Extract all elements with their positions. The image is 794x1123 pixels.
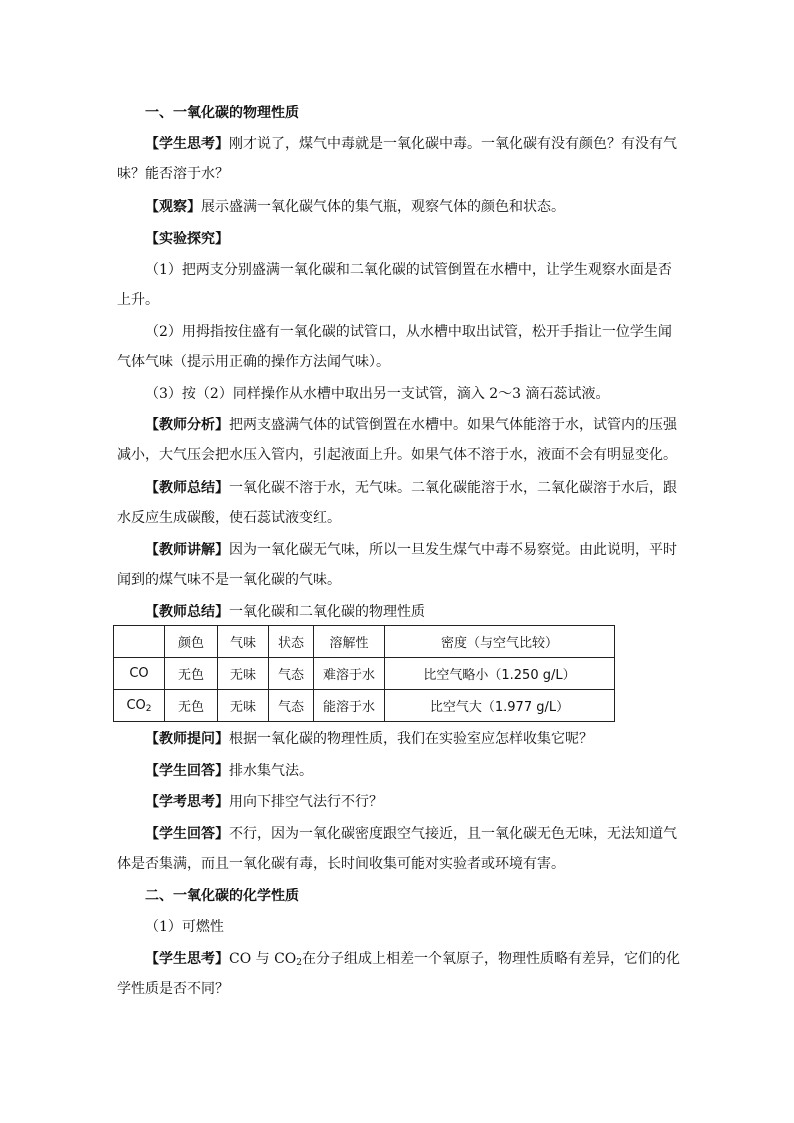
paragraph-teacher-question: 【教师提问】根据一氧化碳的物理性质，我们在实验室应怎样收集它呢？ — [145, 731, 593, 747]
paragraph-student-answer-2: 【学生回答】不行，因为一氧化碳密度跟空气接近，且一氧化碳无色无味，无法知道气 — [145, 826, 677, 842]
table-cell: 气态 — [269, 690, 314, 722]
paragraph-continuation: 闻到的煤气味不是一氧化碳的气味。 — [117, 572, 341, 588]
paragraph-continuation: 水反应生成碳酸，使石蕊试液变红。 — [117, 510, 341, 526]
paragraph-teacher-summary: 【教师总结】一氧化碳不溶于水，无气味。二氧化碳能溶于水，二氧化碳溶于水后，跟 — [145, 480, 677, 496]
paragraph-step-2: （2）用拇指按住盛有一氧化碳的试管口，从水槽中取出试管，松开手指让一位学生闻 — [145, 324, 672, 340]
paragraph-continuation: 上升。 — [117, 292, 159, 308]
paragraph-tag: 【教师讲解】 — [145, 542, 229, 558]
paragraph-student-think-2: 【学考思考】用向下排空气法行不行？ — [145, 794, 383, 810]
properties-table — [113, 625, 615, 722]
table-row — [114, 658, 615, 690]
paragraph-tag: 【教师提问】 — [145, 731, 229, 747]
paragraph-tag: 【教师总结】 — [145, 604, 229, 620]
paragraph-continuation: 体是否集满，而且一氧化碳有毒，长时间收集可能对实验者或环境有害。 — [117, 856, 565, 872]
paragraph-flammability: （1）可燃性 — [145, 919, 224, 935]
table-header-row — [114, 626, 615, 658]
paragraph-continuation: 味？能否溶于水？ — [117, 166, 229, 182]
table-row — [114, 690, 615, 722]
paragraph-tag: 【学生回答】 — [145, 826, 229, 842]
table-cell-co2: $CO_2$ — [114, 690, 165, 722]
table-cell: 比空气略小（1.250 g/L） — [385, 658, 615, 690]
paragraph-tag: 【学生思考】 — [145, 136, 229, 152]
paragraph-step-1: （1）把两支分别盛满一氧化碳和二氧化碳的试管倒置在水槽中，让学生观察水面是否 — [145, 262, 672, 278]
paragraph-student-answer: 【学生回答】排水集气法。 — [145, 763, 313, 779]
paragraph-tag: 【教师分析】 — [145, 417, 229, 433]
table-cell: 难溶于水 — [314, 658, 385, 690]
table-header-cell: 颜色 — [165, 626, 218, 658]
paragraph-tag: 【观察】 — [145, 199, 201, 215]
paragraph-observe: 【观察】展示盛满一氧化碳气体的集气瓶，观察气体的颜色和状态。 — [145, 199, 565, 215]
paragraph-student-think: 【学生思考】刚才说了，煤气中毒就是一氧化碳中毒。一氧化碳有没有颜色？有没有气 — [145, 136, 677, 152]
paragraph-experiment-heading: 【实验探究】 — [145, 231, 229, 247]
table-cell: 无味 — [218, 690, 269, 722]
table-cell: 比空气大（1.977 g/L） — [385, 690, 615, 722]
table-cell: 无色 — [165, 658, 218, 690]
section-heading-physical: 一、一氧化碳的物理性质 — [145, 105, 299, 121]
table-cell: 能溶于水 — [314, 690, 385, 722]
paragraph-step-3: （3）按（2）同样操作从水槽中取出另一支试管，滴入 2～3 滴石蕊试液。 — [145, 386, 610, 402]
paragraph-teacher-analysis: 【教师分析】把两支盛满气体的试管倒置在水槽中。如果气体能溶于水，试管内的压强 — [145, 417, 677, 433]
paragraph-continuation: 减小，大气压会把水压入管内，引起液面上升。如果气体不溶于水，液面不会有明显变化。 — [117, 447, 677, 463]
table-header-cell: 状态 — [269, 626, 314, 658]
paragraph-tag: 【学生回答】 — [145, 763, 229, 779]
paragraph-tag: 【学生思考】 — [145, 951, 229, 967]
section-heading-chemical: 二、一氧化碳的化学性质 — [145, 888, 299, 904]
paragraph-student-think-3: 【学生思考】CO 与 $CO_2$在分子组成上相差一个氧原子，物理性质略有差异，它们的化 — [145, 951, 681, 967]
table-header-cell: 密度（与空气比较） — [385, 626, 615, 658]
paragraph-continuation: 气体气味（提示用正确的操作方法闻气味）。 — [117, 354, 390, 370]
paragraph-continuation: 学性质是否不同？ — [117, 981, 229, 997]
paragraph-tag: 【学考思考】 — [145, 794, 229, 810]
paragraph-tag: 【教师总结】 — [145, 480, 229, 496]
table-cell: 气态 — [269, 658, 314, 690]
table-header-cell — [114, 626, 165, 658]
table-cell: 无味 — [218, 658, 269, 690]
paragraph-table-caption: 【教师总结】一氧化碳和二氧化碳的物理性质 — [145, 604, 425, 620]
table-header-cell: 溶解性 — [314, 626, 385, 658]
paragraph-teacher-explain: 【教师讲解】因为一氧化碳无气味，所以一旦发生煤气中毒不易察觉。由此说明，平时 — [145, 542, 677, 558]
table-cell: 无色 — [165, 690, 218, 722]
table-header-cell: 气味 — [218, 626, 269, 658]
table-cell: CO — [114, 658, 165, 690]
